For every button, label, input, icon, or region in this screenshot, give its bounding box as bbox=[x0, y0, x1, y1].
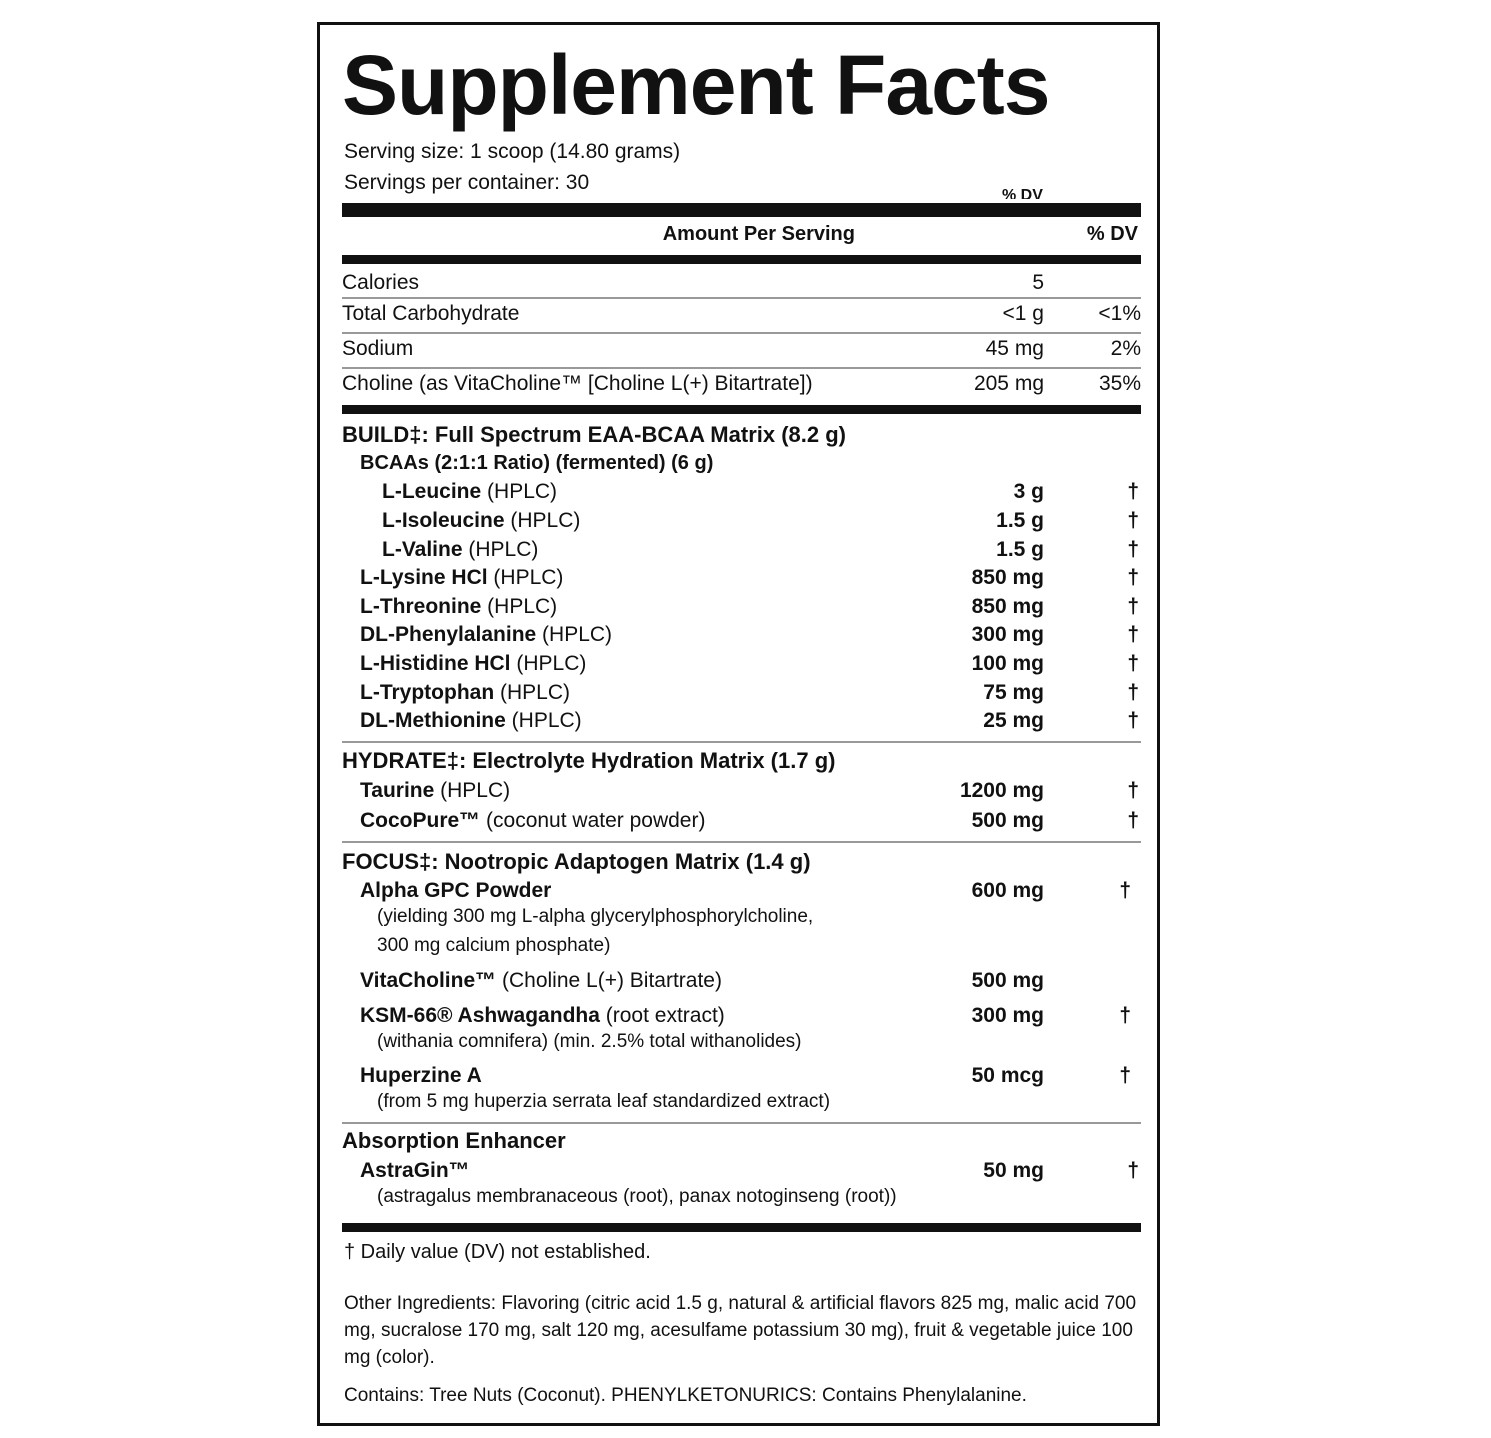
ingredient-name: L-Threonine bbox=[360, 595, 482, 618]
ingredient-row bbox=[342, 681, 1141, 711]
ingredient-row bbox=[342, 595, 1141, 625]
ingredient-subtext: (yielding 300 mg L-alpha glycerylphosphorylcholine, bbox=[377, 906, 814, 927]
ingredient-row bbox=[342, 509, 1141, 539]
ingredient-amount: 1200 mg bbox=[959, 779, 1044, 802]
ingredient-row bbox=[342, 652, 1141, 682]
ingredient-amount: 300 mg bbox=[971, 623, 1044, 646]
ingredient-row bbox=[342, 809, 1141, 839]
ingredient-dv: † bbox=[1119, 1004, 1131, 1027]
ingredient-amount: 75 mg bbox=[983, 681, 1044, 704]
nutrient-amount: 205 mg bbox=[973, 372, 1044, 395]
ingredient-note: (HPLC) bbox=[542, 623, 613, 646]
ingredient-dv: † bbox=[1127, 480, 1139, 503]
ingredient-amount: 850 mg bbox=[971, 595, 1044, 618]
row-divider bbox=[342, 332, 1141, 334]
nutrient-dv: 35% bbox=[1098, 372, 1141, 395]
ingredient-amount: 500 mg bbox=[971, 809, 1044, 832]
ingredient-name: DL-Phenylalanine bbox=[360, 623, 537, 646]
focus-heading: FOCUS‡: Nootropic Adaptogen Matrix (1.4 g) bbox=[342, 849, 811, 874]
nutrient-row bbox=[342, 337, 1141, 367]
ingredient-row bbox=[342, 566, 1141, 596]
section-divider bbox=[342, 841, 1141, 843]
ingredient-note: (HPLC) bbox=[511, 709, 582, 732]
header-rule bbox=[342, 255, 1141, 264]
ingredient-dv: † bbox=[1127, 509, 1139, 532]
ingredient-amount: 300 mg bbox=[971, 1004, 1044, 1027]
ingredient-row bbox=[342, 969, 1141, 999]
serving-size: Serving size: 1 scoop (14.80 grams) bbox=[344, 140, 681, 163]
dv-partial-label: % DV bbox=[1002, 187, 1043, 199]
ingredient-row bbox=[342, 538, 1141, 568]
ingredient-name: L-Lysine HCl bbox=[360, 566, 488, 589]
ingredient-note: (coconut water powder) bbox=[486, 809, 706, 832]
ingredient-dv: † bbox=[1127, 623, 1139, 646]
ingredient-dv: † bbox=[1127, 681, 1139, 704]
ingredient-dv: † bbox=[1127, 652, 1139, 675]
row-divider bbox=[342, 297, 1141, 299]
ingredient-amount: 50 mg bbox=[983, 1159, 1044, 1182]
ingredient-subtext: (from 5 mg huperzia serrata leaf standardized extract) bbox=[377, 1091, 831, 1112]
ingredient-name: Alpha GPC Powder bbox=[360, 879, 552, 902]
ingredient-name: L-Isoleucine bbox=[382, 509, 505, 532]
ingredient-name: AstraGin™ bbox=[360, 1159, 470, 1182]
allergen-statement: Contains: Tree Nuts (Coconut). PHENYLKETONURICS: Contains Phenylalanine. bbox=[344, 1385, 1027, 1406]
ingredient-row bbox=[342, 480, 1141, 510]
ingredient-amount: 500 mg bbox=[971, 969, 1044, 992]
ingredient-amount: 1.5 g bbox=[996, 509, 1044, 532]
ingredient-note: (HPLC) bbox=[487, 595, 558, 618]
ingredient-name: L-Leucine bbox=[382, 480, 482, 503]
section-rule bbox=[342, 405, 1141, 414]
ingredient-row bbox=[342, 779, 1141, 809]
section-divider bbox=[342, 741, 1141, 743]
ingredient-note: (HPLC) bbox=[500, 681, 571, 704]
ingredient-amount: 1.5 g bbox=[996, 538, 1044, 561]
ingredient-note: (HPLC) bbox=[493, 566, 564, 589]
ingredient-name: Taurine bbox=[360, 779, 435, 802]
ingredient-row bbox=[342, 1159, 1141, 1189]
ingredient-note: (Choline L(+) Bitartrate) bbox=[501, 969, 722, 992]
servings-per-container: Servings per container: 30 bbox=[344, 171, 590, 194]
row-divider bbox=[342, 367, 1141, 369]
section-divider bbox=[342, 1122, 1141, 1124]
amount-per-serving-header: Amount Per Serving bbox=[662, 223, 855, 245]
ingredient-dv: † bbox=[1119, 1064, 1131, 1087]
absorption-heading: Absorption Enhancer bbox=[342, 1128, 566, 1153]
nutrient-amount: <1 g bbox=[1002, 302, 1044, 325]
ingredient-row bbox=[342, 1004, 1141, 1034]
ingredient-amount: 3 g bbox=[1013, 480, 1044, 503]
nutrient-name: Total Carbohydrate bbox=[342, 302, 520, 325]
nutrient-row bbox=[342, 372, 1141, 402]
ingredient-note: (HPLC) bbox=[516, 652, 587, 675]
ingredient-dv: † bbox=[1127, 1159, 1139, 1182]
hydrate-heading: HYDRATE‡: Electrolyte Hydration Matrix (1.7 g) bbox=[342, 748, 836, 773]
ingredient-subtext: 300 mg calcium phosphate) bbox=[377, 935, 611, 956]
ingredient-row bbox=[342, 879, 1141, 909]
nutrient-dv: <1% bbox=[1098, 302, 1141, 325]
ingredient-name: L-Valine bbox=[382, 538, 463, 561]
ingredient-amount: 600 mg bbox=[971, 879, 1044, 902]
top-rule bbox=[342, 203, 1141, 217]
supplement-facts-panel bbox=[317, 22, 1160, 1426]
ingredient-amount: 100 mg bbox=[971, 652, 1044, 675]
ingredient-note: (root extract) bbox=[605, 1004, 725, 1027]
ingredient-amount: 850 mg bbox=[971, 566, 1044, 589]
ingredient-dv: † bbox=[1127, 595, 1139, 618]
ingredient-row bbox=[342, 623, 1141, 653]
ingredient-note: (HPLC) bbox=[440, 779, 511, 802]
build-heading: BUILD‡: Full Spectrum EAA-BCAA Matrix (8.2 g) bbox=[342, 422, 847, 447]
ingredient-dv: † bbox=[1127, 779, 1139, 802]
dv-header: % DV bbox=[1086, 223, 1138, 245]
bcaa-subheading: BCAAs (2:1:1 Ratio) (fermented) (6 g) bbox=[360, 452, 714, 474]
ingredient-amount: 25 mg bbox=[983, 709, 1044, 732]
panel-title: Supplement Facts bbox=[342, 38, 1050, 132]
ingredient-dv: † bbox=[1127, 809, 1139, 832]
ingredient-dv: † bbox=[1127, 538, 1139, 561]
nutrient-name: Choline (as VitaCholine™ [Choline L(+) Bitartrate]) bbox=[342, 372, 813, 395]
ingredient-note: (HPLC) bbox=[468, 538, 539, 561]
nutrient-dv: 2% bbox=[1110, 337, 1141, 360]
ingredient-dv: † bbox=[1119, 879, 1131, 902]
other-ingredients: Other Ingredients: Flavoring (citric acid 1.5 g, natural & artificial flavors 825 mg, malic acid 700 mg, sucralose 170 mg, salt 120 mg, acesulfame potassium 30 mg), fruit & vegetable juice 100 mg (color). bbox=[344, 1293, 1137, 1368]
ingredient-subtext: (astragalus membranaceous (root), panax notoginseng (root)) bbox=[377, 1186, 897, 1207]
ingredient-name: L-Histidine HCl bbox=[360, 652, 511, 675]
ingredient-name: KSM-66® Ashwagandha bbox=[360, 1004, 600, 1027]
ingredient-row bbox=[342, 709, 1141, 739]
ingredient-name: DL-Methionine bbox=[360, 709, 506, 732]
ingredient-note: (HPLC) bbox=[510, 509, 581, 532]
ingredient-row bbox=[342, 1064, 1141, 1094]
ingredient-name: Huperzine A bbox=[360, 1064, 482, 1087]
dv-footnote: † Daily value (DV) not established. bbox=[344, 1241, 651, 1263]
bottom-rule bbox=[342, 1223, 1141, 1232]
ingredient-amount: 50 mcg bbox=[971, 1064, 1044, 1087]
ingredient-subtext: (withania comnifera) (min. 2.5% total withanolides) bbox=[377, 1031, 802, 1052]
ingredient-note: (HPLC) bbox=[487, 480, 558, 503]
nutrient-row bbox=[342, 302, 1141, 332]
nutrient-name: Sodium bbox=[342, 337, 414, 360]
nutrient-amount: 5 bbox=[1032, 271, 1044, 294]
ingredient-dv: † bbox=[1127, 709, 1139, 732]
nutrient-amount: 45 mg bbox=[985, 337, 1044, 360]
nutrient-name: Calories bbox=[342, 271, 420, 294]
ingredient-dv: † bbox=[1127, 566, 1139, 589]
ingredient-name: VitaCholine™ bbox=[360, 969, 497, 992]
ingredient-name: CocoPure™ bbox=[360, 809, 481, 832]
ingredient-name: L-Tryptophan bbox=[360, 681, 495, 704]
